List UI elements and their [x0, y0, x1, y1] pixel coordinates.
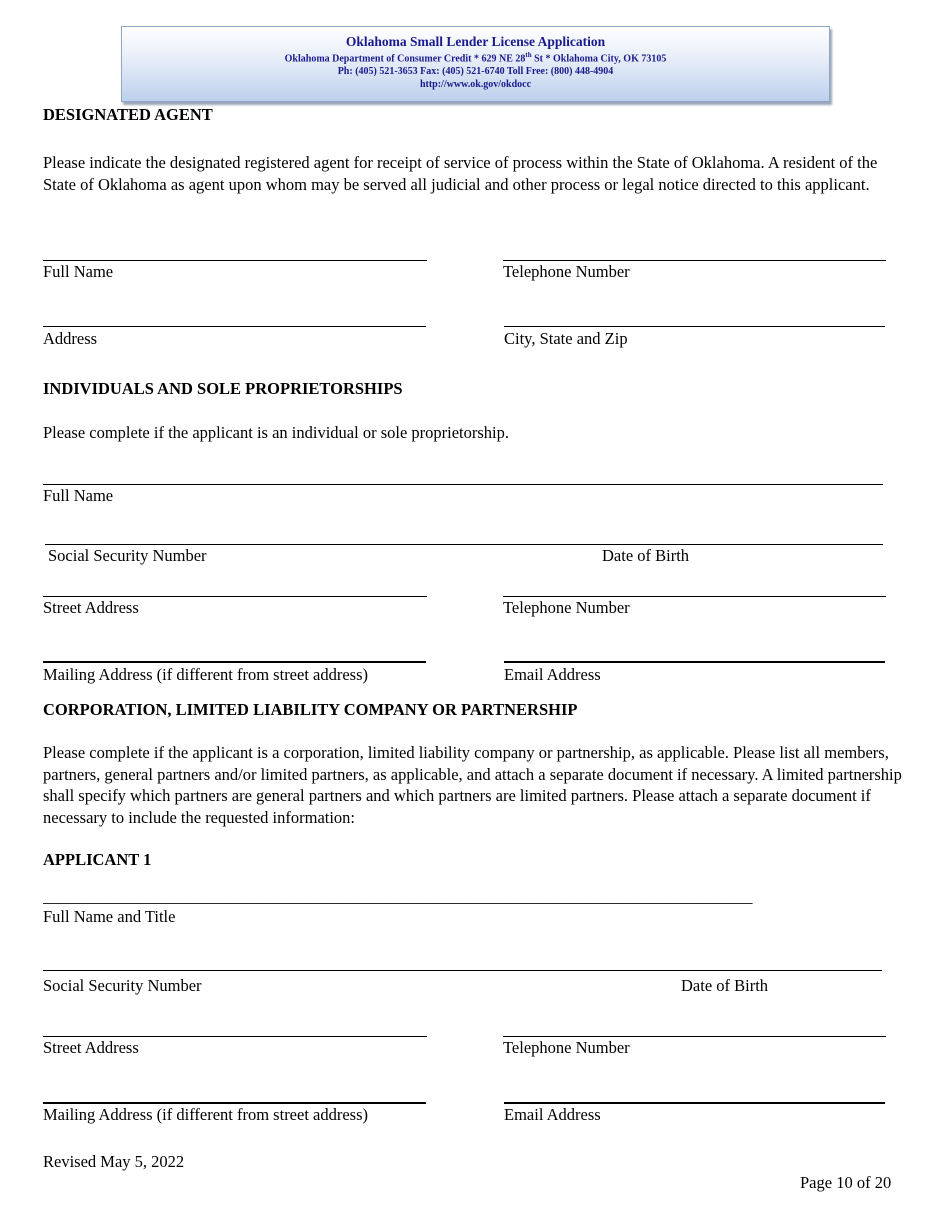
individual-telephone-field[interactable] — [503, 596, 886, 597]
applicant1-mailing-address-field[interactable] — [43, 1102, 426, 1104]
individual-email-label: Email Address — [504, 665, 601, 684]
individuals-instructions: Please complete if the applicant is an individual or sole proprietorship. — [43, 423, 510, 442]
form-header-banner — [121, 26, 830, 102]
agency-url[interactable]: http://www.ok.gov/okdocc — [419, 79, 532, 91]
applicant1-email-field[interactable] — [504, 1102, 885, 1104]
individual-full-name-field[interactable] — [43, 484, 883, 485]
agent-address-field[interactable] — [43, 326, 426, 327]
applicant1-street-address-field[interactable] — [43, 1036, 427, 1037]
revision-date: Revised May 5, 2022 — [43, 1152, 185, 1171]
designated-agent-instructions: Please indicate the designated registered agent for receipt of service of process within the State of Oklahoma. A resident of the State of Oklahoma as agent upon whom may be served all judicial and other process or legal notice directed to this applicant. — [43, 153, 878, 194]
agent-full-name-field[interactable] — [43, 260, 427, 261]
individual-ssn-label: Social Security Number — [48, 546, 207, 565]
agent-telephone-field[interactable] — [503, 260, 886, 261]
page-number: Page 10 of 20 — [800, 1173, 892, 1192]
individual-telephone-label: Telephone Number — [503, 598, 630, 617]
designated-agent-heading: DESIGNATED AGENT — [43, 105, 213, 124]
applicant1-full-name-title-label: Full Name and Title — [43, 907, 176, 926]
agent-city-state-zip-field[interactable] — [504, 326, 885, 327]
form-title: Oklahoma Small Lender License Application — [345, 34, 606, 49]
agency-address-rest: St * Oklahoma City, OK 73105 — [531, 53, 667, 65]
applicant1-heading: APPLICANT 1 — [43, 850, 152, 869]
corporation-heading: CORPORATION, LIMITED LIABILITY COMPANY OR PARTNERSHIP — [43, 700, 578, 719]
applicant1-ssn-label: Social Security Number — [43, 976, 202, 995]
applicant1-dob-label: Date of Birth — [681, 976, 769, 995]
individual-ssn-dob-field[interactable] — [45, 544, 883, 545]
agent-full-name-label: Full Name — [43, 262, 114, 281]
applicant1-street-address-label: Street Address — [43, 1038, 139, 1057]
agent-city-state-zip-label: City, State and Zip — [504, 329, 628, 348]
individuals-heading: INDIVIDUALS AND SOLE PROPRIETORSHIPS — [43, 379, 403, 398]
applicant1-full-name-title-field[interactable]: ______________________________________________________________________________________ — [43, 887, 753, 906]
applicant1-telephone-label: Telephone Number — [503, 1038, 630, 1057]
individual-full-name-label: Full Name — [43, 486, 114, 505]
agent-telephone-label: Telephone Number — [503, 262, 630, 281]
agent-address-label: Address — [43, 329, 98, 348]
agency-address-main: Oklahoma Department of Consumer Credit * 629 NE 28 — [284, 53, 526, 65]
applicant1-email-label: Email Address — [504, 1105, 601, 1124]
agency-address — [122, 49, 829, 65]
applicant1-mailing-address-label: Mailing Address (if different from street address) — [43, 1105, 369, 1124]
individual-email-field[interactable] — [504, 661, 885, 663]
individual-street-address-label: Street Address — [43, 598, 139, 617]
agency-address-sup: th — [525, 51, 532, 59]
individual-mailing-address-label: Mailing Address (if different from street address) — [43, 665, 369, 684]
applicant1-telephone-field[interactable] — [503, 1036, 886, 1037]
agency-phone-line: Ph: (405) 521-3653 Fax: (405) 521-6740 Toll Free: (800) 448-4904 — [337, 66, 614, 78]
individual-street-address-field[interactable] — [43, 596, 427, 597]
corporation-instructions: Please complete if the applicant is a corporation, limited liability company or partnership, as applicable. Please list all members, partners, general partners and/or limited partners, as applicable, and attach a separate document if necessary. A limited partnership shall specify which partners are general partners and which partners are limited partners. Please attach a separate document if necessary to include the requested information: — [43, 743, 902, 828]
applicant1-ssn-dob-field[interactable] — [43, 970, 882, 971]
individual-mailing-address-field[interactable] — [43, 661, 426, 663]
individual-dob-label: Date of Birth — [602, 546, 690, 565]
